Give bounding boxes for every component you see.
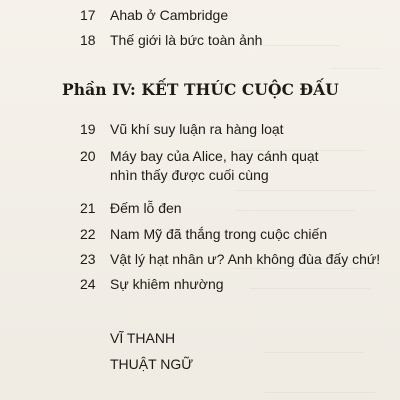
toc-entry-title: Nam Mỹ đã thắng trong cuộc chiến: [110, 226, 328, 242]
toc-entry-title: Vật lý hạt nhân ư? Anh không đùa đấy chứ!: [110, 251, 381, 267]
part-heading: Phần IV: KẾT THÚC CUỘC ĐẤU: [62, 80, 339, 99]
back-matter-glossary: THUẬT NGỮ: [110, 356, 194, 372]
toc-entry-title: Vũ khí suy luận ra hàng loạt: [110, 121, 284, 137]
toc-entry-number: 20: [80, 148, 96, 164]
toc-entry-number: 22: [80, 226, 96, 242]
toc-entry-title-line1: Máy bay của Alice, hay cánh quạt: [110, 148, 319, 164]
toc-entry-number: 19: [80, 121, 96, 137]
toc-entry-title: Ahab ở Cambridge: [110, 7, 229, 23]
toc-entry-number: 23: [80, 251, 96, 267]
toc-entry-title-line2: nhìn thấy được cuối cùng: [110, 167, 269, 183]
toc-entry-number: 17: [80, 7, 96, 23]
toc-entry-title: Đếm lỗ đen: [110, 200, 182, 216]
bleed-through-mark: [250, 288, 370, 289]
toc-entry-number: 18: [80, 32, 96, 48]
bleed-through-mark: [265, 392, 375, 393]
bleed-through-mark: [250, 45, 340, 46]
bleed-through-mark: [235, 268, 375, 269]
bleed-through-mark: [330, 68, 380, 69]
bleed-through-mark: [235, 210, 355, 211]
toc-entry-title: Thế giới là bức toàn ảnh: [110, 32, 263, 48]
toc-entry-title: Sự khiêm nhường: [110, 276, 224, 292]
bleed-through-mark: [265, 352, 365, 353]
back-matter-epilogue: VĨ THANH: [110, 330, 176, 346]
bleed-through-mark: [235, 190, 375, 191]
toc-entry-number: 24: [80, 276, 96, 292]
toc-entry-number: 21: [80, 200, 96, 216]
